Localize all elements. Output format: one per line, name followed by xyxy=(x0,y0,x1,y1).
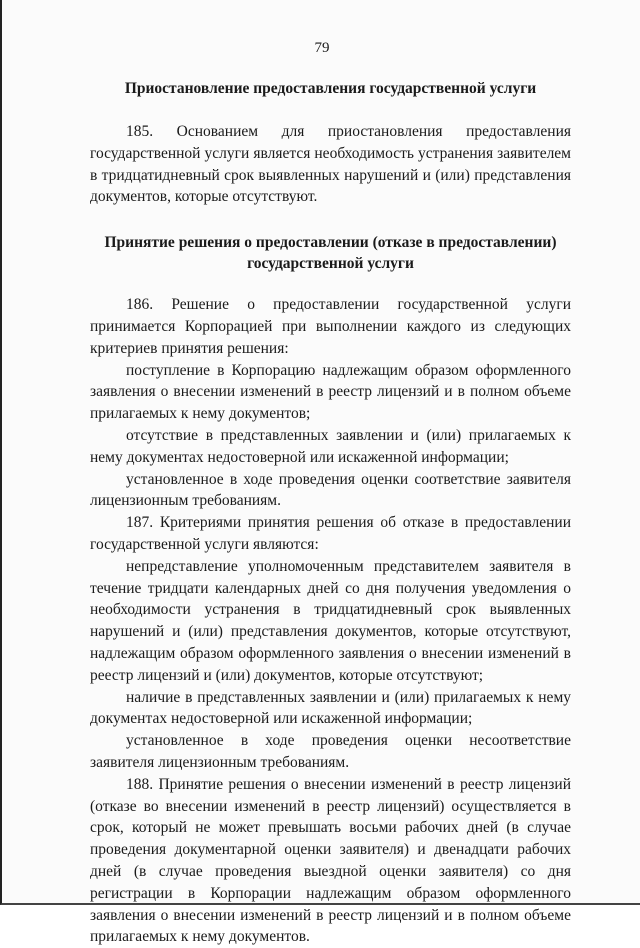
section-heading-decision-line1: Принятие решения о предоставлении (отказе в предоставлении) xyxy=(104,234,557,252)
page-number: 79 xyxy=(314,40,330,56)
refusal-criterion-noncompliance: установленное в ходе проведения оценки несоответствие заявителя лицензионным требованиям. xyxy=(90,732,571,771)
paragraph-185: 185. Основанием для приостановления предоставления государственной услуги является необходимость устранения заявителем в тридцатидневный срок выявленных нарушений и (или) представления документов, которые отсутствуют. xyxy=(90,123,571,206)
refusal-criterion-false-information: наличие в представленных заявлении и (или) прилагаемых к нему документах недостоверной или искаженной информации; xyxy=(90,688,571,728)
section-heading-decision-line2: государственной услуги xyxy=(247,255,414,273)
paragraph-187: 187. Критериями принятия решения об отказе в предоставлении государственной услуги являются: xyxy=(90,514,571,553)
criterion-application-received: поступление в Корпорацию надлежащим образом оформленного заявления о внесении изменений в реестр лицензий и в полном объеме прилагаемых к нему документов; xyxy=(90,361,571,423)
criterion-no-false-information: отсутствие в представленных заявлении и (или) прилагаемых к нему документах недостоверной или искаженной информации; xyxy=(90,426,571,466)
paragraph-188: 188. Принятие решения о внесении изменений в реестр лицензий (отказе во внесении изменений в реестр лицензий) осуществляется в срок, который не может превышать восьми рабочих дней (в случае проведения документарной оценки заявителя) и двенадцати рабочих дней (в случае проведения выездной оценки заявителя) со дня регистрации в Корпорации надлежащим образом оформленного заявления о внесении изменений в реестр лицензий и в полном объеме прилагаемых к нему документов. xyxy=(90,775,571,946)
refusal-criterion-not-submitted: непредставление уполномоченным представителем заявителя в течение тридцати календарных дней со дня получения уведомления о необходимости устранения в тридцатидневный срок выявленных нарушений и (или) представления документов, которые отсутствуют, надлежащим образом оформленного заявления о внесении изменений в реестр лицензий и (или) документов, которые отсутствуют; xyxy=(90,557,571,684)
criterion-compliance: установленное в ходе проведения оценки соответствие заявителя лицензионным требованиям. xyxy=(90,470,571,510)
section-heading-suspension: Приостановление предоставления государственной услуги xyxy=(124,80,537,97)
page-content xyxy=(90,78,571,948)
paragraph-186: 186. Решение о предоставлении государственной услуги принимается Корпорацией при выполнении каждого из следующих критериев принятия решения: xyxy=(90,296,571,357)
